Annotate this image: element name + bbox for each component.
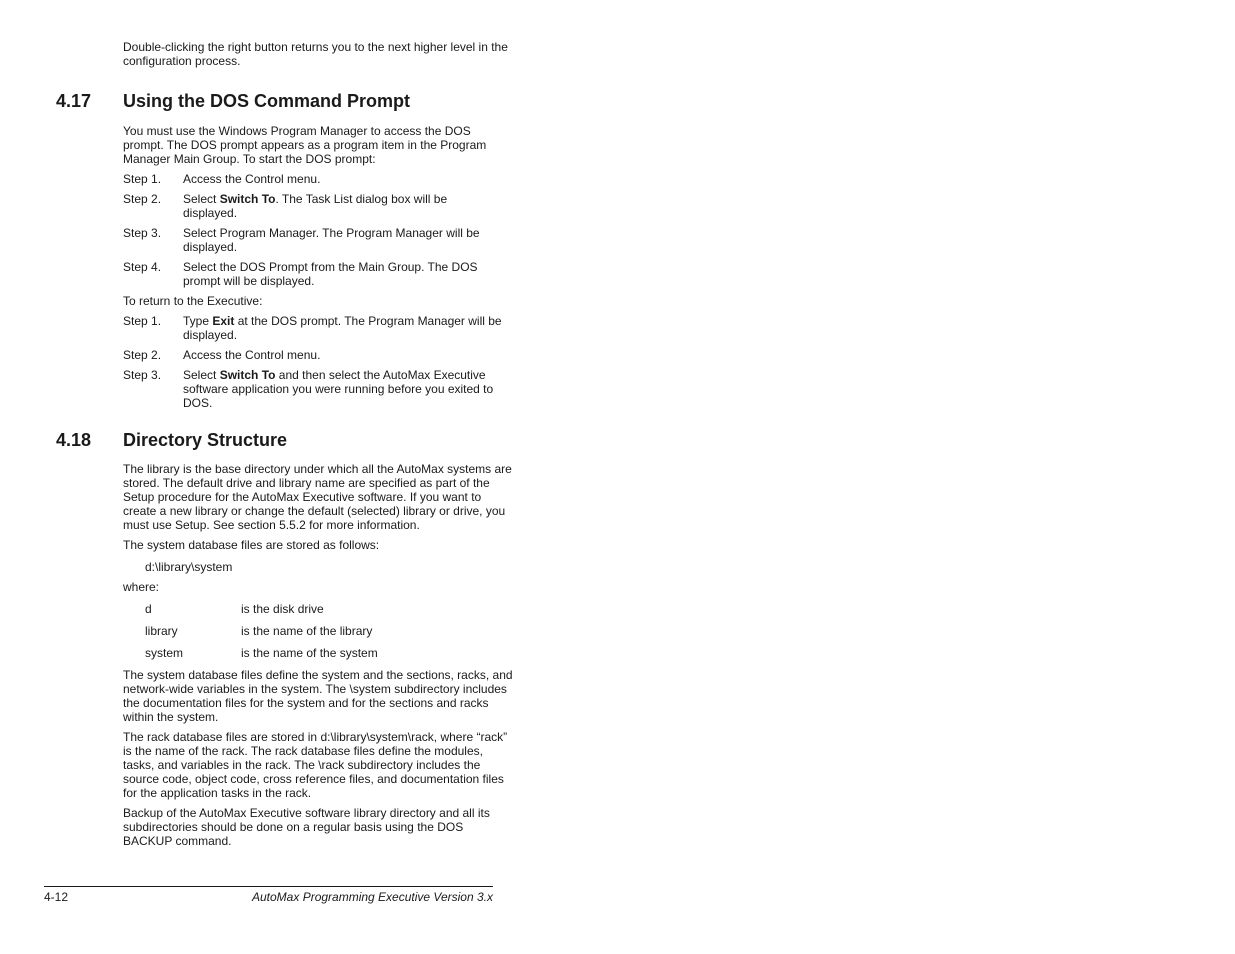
step-text-bold: Exit bbox=[212, 314, 235, 328]
footer-title: AutoMax Programming Executive Version 3.x bbox=[252, 890, 493, 904]
footer-rule bbox=[44, 886, 493, 887]
step-label: Step 3. bbox=[123, 226, 162, 240]
step-text-start: Select Program Manager. The Program Manager will be displayed. bbox=[183, 226, 480, 254]
step-label: Step 2. bbox=[123, 348, 162, 362]
where-description: is the name of the library bbox=[241, 624, 373, 638]
step-text-start: Type bbox=[183, 314, 213, 328]
step-text-start: Select bbox=[183, 192, 220, 206]
step-item bbox=[123, 260, 513, 288]
where-term: system bbox=[145, 646, 184, 660]
where-term: library bbox=[145, 624, 178, 638]
step-text bbox=[183, 192, 503, 220]
step-text-start: Access the Control menu. bbox=[183, 348, 321, 362]
where-description: is the name of the system bbox=[241, 646, 378, 660]
paragraph: Backup of the AutoMax Executive software library directory and all its subdirectories should be done on a regular basis using the DOS BACKUP command. bbox=[123, 806, 490, 848]
step-text bbox=[183, 226, 503, 254]
where-table bbox=[123, 602, 513, 660]
paragraph: You must use the Windows Program Manager to access the DOS prompt. The DOS prompt appears as a program item in the Program Manager Main Group. To start the DOS prompt: bbox=[123, 124, 487, 166]
step-item bbox=[123, 192, 513, 220]
section-number: 4.17 bbox=[56, 91, 92, 111]
path-example: d:\library\system bbox=[145, 560, 233, 574]
section-heading-4-18 bbox=[56, 429, 287, 451]
step-text bbox=[183, 368, 503, 410]
step-text-start: Access the Control menu. bbox=[183, 172, 321, 186]
step-text-end: at the DOS prompt. The Program Manager will be displayed. bbox=[183, 314, 502, 342]
step-text-end: . The Task List dialog box will be displayed. bbox=[183, 192, 448, 220]
step-item bbox=[123, 348, 513, 362]
step-label: Step 2. bbox=[123, 192, 162, 206]
section-body-4-17 bbox=[123, 124, 513, 416]
step-text-start: Select the DOS Prompt from the Main Group. The DOS prompt will be displayed. bbox=[183, 260, 478, 288]
step-item bbox=[123, 314, 513, 342]
section-title: Using the DOS Command Prompt bbox=[123, 91, 411, 111]
step-text-start: Select bbox=[183, 368, 220, 382]
step-item bbox=[123, 368, 513, 410]
step-text bbox=[183, 172, 503, 186]
section-heading-4-17 bbox=[56, 90, 410, 112]
paragraph: The library is the base directory under which all the AutoMax systems are stored. The default drive and library name are specified as part of the Setup procedure for the AutoMax Executive software. If you want to create a new library or change the default (selected) library or drive, you must use Setup. See section 5.5.2 for more information. bbox=[123, 462, 512, 532]
step-item bbox=[123, 172, 513, 186]
paragraph: The rack database files are stored in d:\library\system\rack, where “rack” is the name of the rack. The rack database files define the modules, tasks, and variables in the rack. The \rack subdirectory includes the source code, object code, cross reference files, and documentation files for the application tasks in the rack. bbox=[123, 730, 508, 800]
where-label: where: bbox=[123, 580, 160, 594]
step-text-end: and then select the AutoMax Executive software application you were running before you exited to DOS. bbox=[183, 368, 494, 410]
section-title: Directory Structure bbox=[123, 430, 288, 450]
step-text-bold: Switch To bbox=[219, 368, 276, 382]
step-text-bold: Switch To bbox=[219, 192, 276, 206]
step-list bbox=[123, 172, 513, 288]
return-step-list bbox=[123, 314, 513, 410]
step-item bbox=[123, 226, 513, 254]
step-label: Step 1. bbox=[123, 314, 162, 328]
paragraph: To return to the Executive: bbox=[123, 294, 263, 308]
step-label: Step 4. bbox=[123, 260, 162, 274]
step-label: Step 1. bbox=[123, 172, 162, 186]
where-row bbox=[145, 602, 513, 616]
where-row bbox=[145, 646, 513, 660]
paragraph: The system database files define the system and the sections, racks, and network-wide variables in the system. The \system subdirectory includes the documentation files for the system and for the sections and racks within the system. bbox=[123, 668, 513, 724]
where-term: d bbox=[145, 602, 152, 616]
step-text bbox=[183, 348, 503, 362]
intro-paragraph: Double-clicking the right button returns you to the next higher level in the configuration process. bbox=[123, 40, 508, 68]
step-label: Step 3. bbox=[123, 368, 162, 382]
step-text bbox=[183, 260, 503, 288]
where-row bbox=[145, 624, 513, 638]
paragraph: The system database files are stored as follows: bbox=[123, 538, 380, 552]
section-body-4-18 bbox=[123, 462, 513, 854]
step-text bbox=[183, 314, 503, 342]
where-description: is the disk drive bbox=[241, 602, 324, 616]
section-number: 4.18 bbox=[56, 430, 92, 450]
page-number: 4-12 bbox=[44, 890, 69, 904]
